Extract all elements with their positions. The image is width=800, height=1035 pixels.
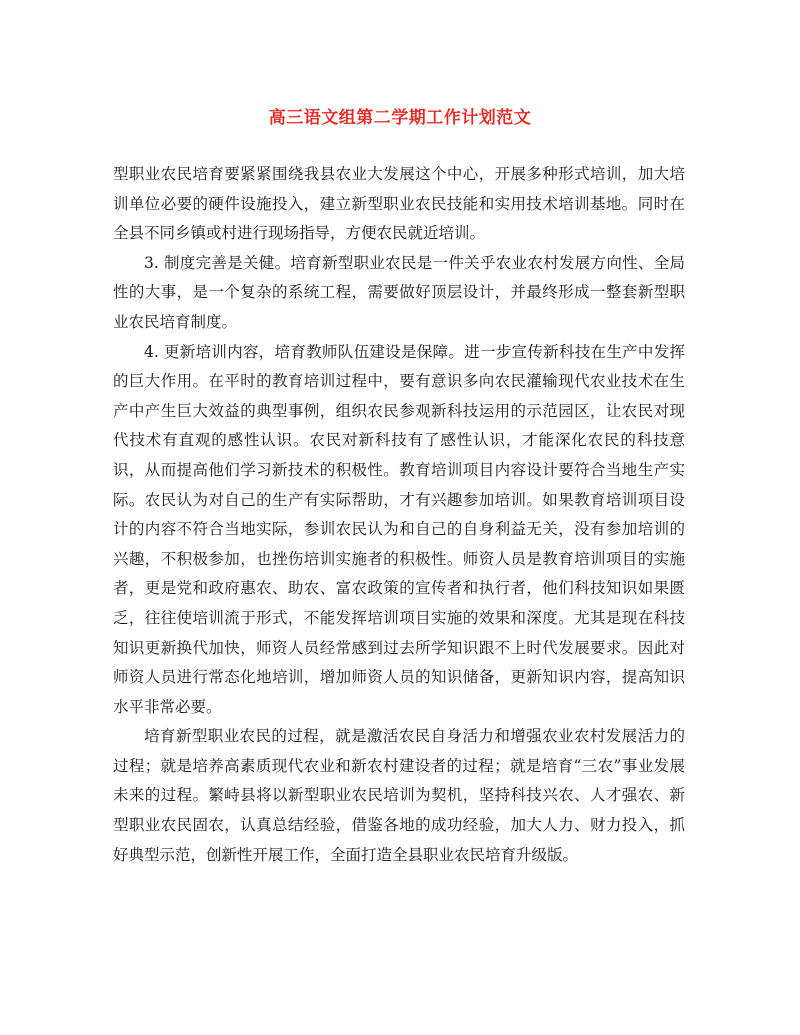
paragraph-item-3: 3. 制度完善是关健。培育新型职业农民是一件关乎农业农村发展方向性、全局性的大事，是一个复杂的系统工程，需要做好顶层设计，并最终形成一整套新型职业农民培育制度。 [113, 253, 685, 331]
document-body [113, 160, 685, 870]
paragraph-item-4: 4. 更新培训内容，培育教师队伍建设是保障。进一步宣传新科技在生产中发挥的巨大作用。在平时的教育培训过程中，要有意识多向农民灌输现代农业技术在生产中产生巨大效益的典型事例，组织农民参观新科技运用的示范园区，让农民对现代技术有直观的感性认识。农民对新科技有了感性认识，才能深化农民的科技意识，从而提高他们学习新技术的积极性。教育培训项目内容设计要符合当地生产实际。农民认为对自己的生产有实际帮助，才有兴趣参加培训。如果教育培训项目设计的内容不符合当地实际，参训农民认为和自己的自身利益无关，没有参加培训的兴趣，不积极参加，也挫伤培训实施者的积极性。师资人员是教育培训项目的实施者，更是党和政府惠农、助农、富农政策的宣传者和执行者，他们科技知识如果匮乏，往往使培训流于形式，不能发挥培训项目实施的效果和深度。尤其是现在科技知识更新换代加快，师资人员经常感到过去所学知识跟不上时代发展要求。因此对师资人员进行常态化地培训，增加师资人员的知识储备，更新知识内容，提高知识水平非常必要。 [113, 342, 685, 716]
paragraph-conclusion: 培育新型职业农民的过程，就是激活农民自身活力和增强农业农村发展活力的过程；就是培养高素质现代农业和新农村建设者的过程；就是培育“三农”事业发展未来的过程。繁峙县将以新型职业农民培训为契机，坚持科技兴农、人才强农、新型职业农民固农，认真总结经验，借鉴各地的成功经验，加大人力、财力投入，抓好典型示范，创新性开展工作，全面打造全县职业农民培育升级版。 [113, 727, 685, 864]
page-title: 高三语文组第二学期工作计划范文 [268, 108, 532, 128]
paragraph-continued: 型职业农民培育要紧紧围绕我县农业大发展这个中心，开展多种形式培训，加大培训单位必要的硬件设施投入，建立新型职业农民技能和实用技术培训基地。同时在全县不同乡镇或村进行现场指导，方便农民就近培训。 [113, 165, 685, 243]
